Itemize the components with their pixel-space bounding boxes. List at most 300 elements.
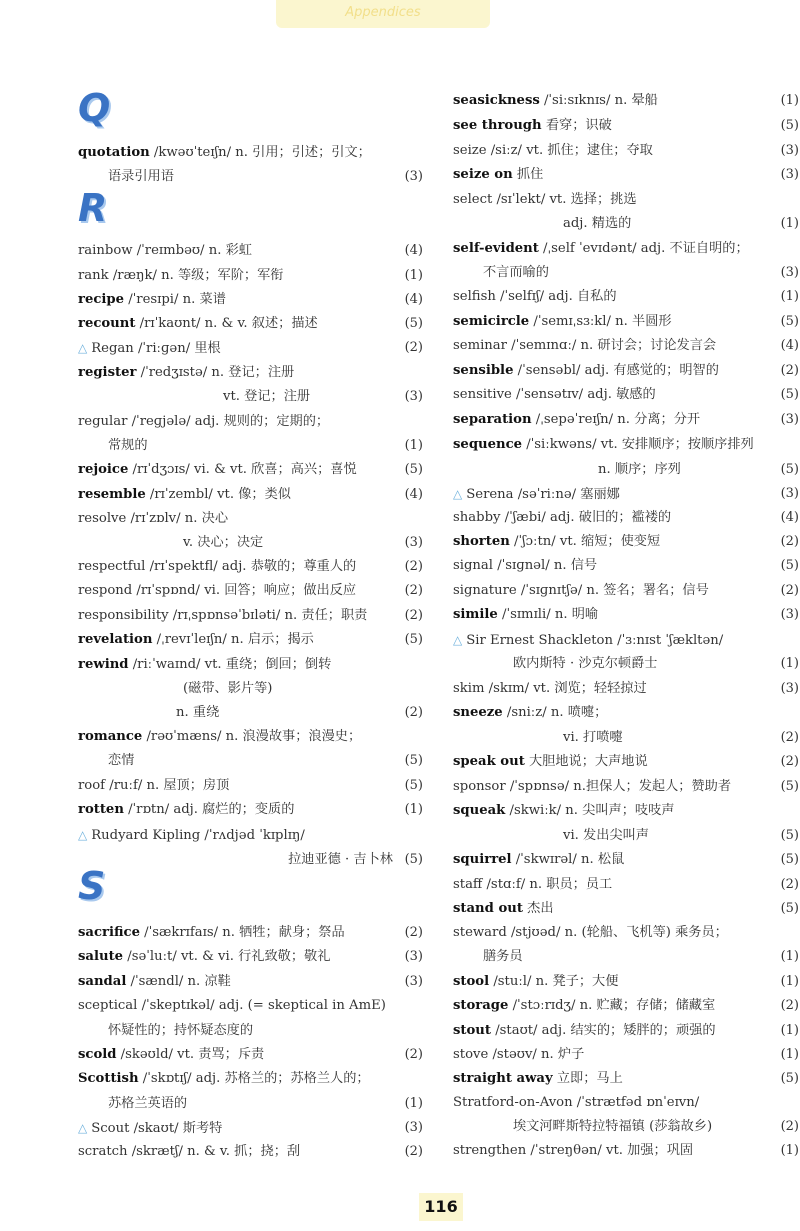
unit-number: (1): [780, 289, 799, 304]
entry-text: [108, 435, 148, 457]
entry-text: [453, 115, 612, 137]
entry-text: [453, 580, 709, 602]
page-number: [419, 1193, 463, 1221]
entry-text: [176, 702, 219, 724]
definition: /ˈsiːsɪknɪs/ n. 晕船: [539, 93, 658, 108]
left-column: [78, 0, 423, 1231]
definition: 杰出: [522, 901, 554, 916]
definition: Serena /səˈriːnə/ 塞丽娜: [466, 487, 620, 502]
headword: sacrifice: [78, 925, 140, 940]
definition: Rudyard Kipling /ˈrʌdjəd ˈkɪplɪŋ/: [91, 828, 305, 843]
entry-text: [453, 335, 716, 357]
entry-text: [288, 849, 393, 871]
unit-number: (1): [780, 949, 799, 964]
unit-number: (2): [404, 608, 423, 623]
entry-row: [78, 1141, 423, 1163]
unit-number: (2): [780, 363, 799, 378]
entry-row: [453, 1044, 799, 1066]
unit-number: (3): [404, 1120, 423, 1135]
definition: Sir Ernest Shackleton /ˈɜːnɪst ˈʃækltən/: [466, 633, 724, 648]
entry-text: [453, 849, 624, 871]
definition: /rɪˈkaʊnt/ n. & v. 叙述；描述: [135, 316, 318, 331]
unit-number: (3): [404, 949, 423, 964]
entry-row: [453, 409, 799, 431]
entry-row: [453, 1140, 799, 1162]
definition: stove /stəʊv/ n. 炉子: [453, 1047, 585, 1062]
definition: signature /ˈsɪɡnɪtʃə/ n. 签名；署名；信号: [453, 583, 709, 598]
definition: respectful /rɪˈspektfl/ adj. 恭敬的；尊重人的: [78, 559, 357, 574]
headword: sensible: [453, 363, 514, 378]
headword: straight away: [453, 1071, 553, 1086]
entry-row: [453, 874, 799, 896]
definition: shabby /ˈʃæbi/ adj. 破旧的；褴褛的: [453, 510, 672, 525]
entry-text: [78, 1141, 300, 1163]
entry-row: [453, 90, 799, 112]
entry-row: [78, 605, 423, 627]
entry-text: [78, 971, 231, 993]
entry-row: [78, 313, 423, 335]
entry-text: [108, 1093, 187, 1115]
unit-number: (5): [780, 314, 799, 329]
headword: Scottish: [78, 1071, 139, 1086]
entry-text: [513, 653, 657, 675]
unit-number: (1): [780, 1143, 799, 1158]
headword: revelation: [78, 632, 153, 647]
entry-row: [453, 115, 799, 137]
definition: /ˌsepəˈreɪʃn/ n. 分离；分开: [531, 412, 701, 427]
entry-row: [78, 824, 423, 846]
entry-row: [78, 556, 423, 578]
headword: salute: [78, 949, 124, 964]
headword: rotten: [78, 802, 124, 817]
entry-text: [563, 727, 623, 749]
unit-number: (1): [404, 1096, 423, 1111]
definition: Scout /skaʊt/ 斯考特: [91, 1121, 223, 1136]
definition: n. 顺序；序列: [598, 462, 681, 477]
unit-number: (2): [404, 925, 423, 940]
definition: /ˈskɒtɪʃ/ adj. 苏格兰的；苏格兰人的；: [138, 1071, 370, 1086]
entry-row: [78, 142, 423, 164]
definition: 苏格兰英语的: [108, 1096, 188, 1111]
definition: Regan /ˈriːɡən/ 里根: [91, 341, 221, 356]
headword: storage: [453, 998, 509, 1013]
entry-text: [453, 995, 715, 1017]
entry-row: [78, 1117, 423, 1139]
unit-number: (3): [404, 974, 423, 989]
definition: 怀疑性的；持怀疑态度的: [108, 1023, 254, 1038]
unit-number: (5): [780, 462, 799, 477]
entry-row: [453, 164, 799, 186]
section-letter-s: S: [78, 864, 106, 908]
entry-text: [78, 1044, 264, 1066]
definition: scratch /skrætʃ/ n. & v. 抓；挠；刮: [78, 1144, 301, 1159]
unit-number: (3): [404, 389, 423, 404]
entry-text: [453, 971, 618, 993]
unit-number: (2): [780, 877, 799, 892]
entry-row: [453, 189, 799, 211]
entry-row: [453, 483, 799, 505]
entry-text: [453, 507, 671, 529]
unit-number: (1): [404, 802, 423, 817]
entry-row: [453, 825, 799, 847]
entry-row: [78, 580, 423, 602]
definition: 恋情: [108, 753, 135, 768]
definition: vt. 登记；注册: [223, 389, 311, 404]
unit-number: (3): [780, 681, 799, 696]
unit-number: (1): [780, 1023, 799, 1038]
entry-row: [453, 286, 799, 308]
triangle-icon: △: [453, 487, 463, 501]
unit-number: (5): [780, 558, 799, 573]
definition: 大胆地说；大声地说: [524, 754, 648, 769]
definition: seminar /ˈsemɪnɑː/ n. 研讨会；讨论发言会: [453, 338, 717, 353]
entry-text: [453, 286, 617, 308]
unit-number: (5): [404, 753, 423, 768]
entry-text: [453, 189, 637, 211]
entry-row: [453, 678, 799, 700]
entry-text: [78, 1068, 370, 1090]
headword: sequence: [453, 437, 523, 452]
entry-text: [453, 409, 700, 431]
entry-text: [453, 360, 719, 382]
entry-row: [78, 484, 423, 506]
entry-text: [453, 140, 653, 162]
entry-row: [78, 750, 423, 772]
unit-number: (2): [780, 583, 799, 598]
unit-number: (1): [780, 93, 799, 108]
unit-number: (2): [780, 1119, 799, 1134]
unit-number: (5): [404, 316, 423, 331]
definition: selfish /ˈselfɪʃ/ adj. 自私的: [453, 289, 617, 304]
entry-text: [78, 1117, 222, 1140]
entry-text: [78, 289, 226, 311]
unit-number: (3): [404, 535, 423, 550]
definition: vi. 打喷嚏: [563, 730, 623, 745]
definition: /stuːl/ n. 凳子；大便: [489, 974, 619, 989]
entry-text: [78, 629, 314, 651]
definition: resolve /rɪˈzɒlv/ n. 决心: [78, 511, 229, 526]
unit-number: (2): [404, 583, 423, 598]
headword: stool: [453, 974, 490, 989]
definition: 膳务员: [483, 949, 523, 964]
unit-number: (5): [780, 387, 799, 402]
definition: /rəʊˈmæns/ n. 浪漫故事；浪漫史；: [142, 729, 362, 744]
definition: 看穿；识破: [541, 118, 612, 133]
entry-text: [78, 775, 229, 797]
entry-row: [453, 335, 799, 357]
definition: /ˈstɔːrɪdʒ/ n. 贮藏；存储；储藏室: [508, 998, 716, 1013]
definition: /staʊt/ adj. 结实的；矮胖的；顽强的: [491, 1023, 716, 1038]
entry-text: [78, 995, 386, 1017]
entry-text: [483, 946, 523, 968]
entry-row: [453, 580, 799, 602]
entry-row: [78, 532, 423, 554]
definition: /ˈredʒɪstə/ n. 登记；注册: [136, 365, 295, 380]
entry-text: [453, 531, 660, 553]
entry-row: [453, 238, 799, 260]
definition: /ˈskwɪrəl/ n. 松鼠: [511, 852, 625, 867]
entry-text: [78, 459, 357, 481]
entry-text: [563, 213, 631, 235]
unit-number: (2): [780, 754, 799, 769]
headword: squeak: [453, 803, 506, 818]
headword: resemble: [78, 487, 146, 502]
entry-row: [453, 800, 799, 822]
entry-text: [183, 532, 263, 554]
unit-number: (2): [404, 340, 423, 355]
entry-text: [78, 824, 305, 847]
headword: seasickness: [453, 93, 540, 108]
unit-number: (5): [780, 1071, 799, 1086]
unit-number: (2): [404, 1144, 423, 1159]
entry-text: [78, 337, 221, 360]
entry-text: [78, 556, 356, 578]
entry-text: [78, 240, 252, 262]
entry-text: [453, 922, 728, 944]
entry-row: [78, 411, 423, 433]
unit-number: (2): [780, 534, 799, 549]
headword: rewind: [78, 657, 129, 672]
unit-number: (4): [780, 338, 799, 353]
headword: sandal: [78, 974, 127, 989]
triangle-icon: △: [78, 341, 88, 355]
entry-text: [453, 1044, 584, 1066]
definition: 埃文河畔斯特拉特福镇 (莎翁故乡): [513, 1119, 713, 1134]
definition: adj. 精选的: [563, 216, 632, 231]
unit-number: (5): [404, 462, 423, 477]
definition: staff /stɑːf/ n. 职员；员工: [453, 877, 613, 892]
definition: /sniːz/ n. 喷嚏；: [502, 705, 608, 720]
headword: romance: [78, 729, 143, 744]
page-number-text: 116: [424, 1197, 458, 1216]
entry-text: [78, 946, 330, 968]
definition: /kwəʊˈteɪʃn/ n. 引用；引述；引文；: [149, 145, 371, 160]
entry-row: [453, 629, 799, 651]
entry-text: [78, 411, 329, 433]
unit-number: (4): [404, 243, 423, 258]
unit-number: (5): [780, 779, 799, 794]
unit-number: (2): [404, 705, 423, 720]
headword: recount: [78, 316, 136, 331]
entry-row: [78, 265, 423, 287]
entry-row: [78, 508, 423, 530]
entry-row: [78, 726, 423, 748]
definition: strengthen /ˈstreŋθən/ vt. 加强；巩固: [453, 1143, 694, 1158]
entry-row: [78, 1093, 423, 1115]
definition: n. 重绕: [176, 705, 220, 720]
headword: rejoice: [78, 462, 129, 477]
entry-row: [453, 507, 799, 529]
unit-number: (4): [404, 292, 423, 307]
definition: seize /siːz/ vt. 抓住；逮住；夺取: [453, 143, 653, 158]
definition: select /sɪˈlekt/ vt. 选择；挑选: [453, 192, 637, 207]
definition: v. 决心；决定: [183, 535, 264, 550]
unit-number: (5): [404, 778, 423, 793]
entry-text: [453, 555, 597, 577]
entry-text: [453, 776, 731, 798]
entry-row: [453, 604, 799, 626]
definition: steward /stjʊəd/ n. (轮船、飞机等) 乘务员；: [453, 925, 728, 940]
definition: /ˌrevɪˈleɪʃn/ n. 启示；揭示: [152, 632, 314, 647]
entry-text: [78, 922, 345, 944]
entry-text: [78, 605, 367, 627]
entry-text: [78, 508, 228, 530]
headword: quotation: [78, 145, 150, 160]
unit-number: (3): [780, 265, 799, 280]
entry-row: [78, 435, 423, 457]
entry-row: [453, 946, 799, 968]
entry-row: [453, 1020, 799, 1042]
entry-row: [453, 459, 799, 481]
definition: 不言而喻的: [483, 265, 549, 280]
definition: /ˈsændl/ n. 凉鞋: [126, 974, 231, 989]
entry-text: [453, 1092, 699, 1114]
entry-row: [78, 971, 423, 993]
entry-text: [453, 311, 672, 333]
definition: /riːˈwaɪnd/ vt. 重绕；倒回；倒转: [128, 657, 332, 672]
entry-text: [78, 654, 331, 676]
definition: /skwiːk/ n. 尖叫声；吱吱声: [505, 803, 675, 818]
definition: /ˈsiːkwəns/ vt. 安排顺序；按顺序排列: [522, 437, 754, 452]
entry-row: [453, 776, 799, 798]
definition: /ˈresɪpi/ n. 菜谱: [124, 292, 226, 307]
entry-text: [453, 164, 543, 186]
unit-number: (3): [780, 167, 799, 182]
definition: 欧内斯特 · 沙克尔顿爵士: [513, 656, 658, 671]
headword: self-evident: [453, 241, 539, 256]
entry-row: [453, 384, 799, 406]
definition: 语录引用语: [108, 169, 174, 184]
definition: respond /rɪˈspɒnd/ vi. 回答；响应；做出反应: [78, 583, 357, 598]
entry-row: [453, 311, 799, 333]
entry-row: [78, 1068, 423, 1090]
entry-text: [453, 384, 656, 406]
entry-row: [453, 434, 799, 456]
definition: skim /skɪm/ vt. 浏览；轻轻掠过: [453, 681, 647, 696]
triangle-icon: △: [453, 633, 463, 647]
headword: simile: [453, 607, 498, 622]
definition: Stratford-on-Avon /ˈstrætfəd ɒnˈeɪvn/: [453, 1095, 700, 1110]
entry-text: [453, 702, 607, 724]
entry-text: [78, 313, 318, 335]
entry-row: [78, 1044, 423, 1066]
entry-text: [78, 726, 361, 748]
entry-row: [78, 849, 423, 871]
unit-number: (5): [780, 901, 799, 916]
entry-row: [78, 629, 423, 651]
definition: sponsor /ˈspɒnsə/ n.担保人；发起人；赞助者: [453, 779, 732, 794]
entry-row: [453, 1116, 799, 1138]
entry-row: [453, 360, 799, 382]
definition: /ˈrɒtn/ adj. 腐烂的；变质的: [123, 802, 295, 817]
definition: /rɪˈzembl/ vt. 像；类似: [145, 487, 291, 502]
entry-row: [78, 799, 423, 821]
entry-row: [78, 337, 423, 359]
entry-row: [78, 922, 423, 944]
entry-text: [453, 1068, 623, 1090]
entry-text: [453, 678, 647, 700]
definition: 常规的: [108, 438, 148, 453]
headword: semicircle: [453, 314, 530, 329]
entry-row: [453, 531, 799, 553]
entry-text: [453, 90, 658, 112]
entry-text: [453, 483, 620, 506]
entry-row: [78, 702, 423, 724]
entry-row: [78, 678, 423, 700]
entry-text: [78, 799, 294, 821]
headword: sneeze: [453, 705, 503, 720]
entry-text: [183, 678, 272, 700]
entry-row: [78, 1020, 423, 1042]
definition: signal /ˈsɪɡnəl/ n. 信号: [453, 558, 598, 573]
entry-row: [453, 971, 799, 993]
entry-text: [453, 238, 749, 260]
entry-row: [78, 166, 423, 188]
entry-row: [78, 946, 423, 968]
entry-row: [453, 898, 799, 920]
entry-text: [78, 362, 294, 384]
entry-row: [453, 922, 799, 944]
entry-text: [453, 1140, 693, 1162]
entry-row: [78, 775, 423, 797]
definition: vi. 发出尖叫声: [563, 828, 649, 843]
unit-number: (1): [780, 656, 799, 671]
entry-row: [453, 1092, 799, 1114]
entry-text: [453, 604, 598, 626]
entry-text: [598, 459, 681, 481]
entry-row: [453, 213, 799, 235]
definition: /ˈʃɔːtn/ vt. 缩短；使变短: [509, 534, 661, 549]
unit-number: (4): [404, 487, 423, 502]
definition: /səˈluːt/ vt. & vi. 行礼致敬；敬礼: [123, 949, 331, 964]
unit-number: (4): [780, 510, 799, 525]
triangle-icon: △: [78, 828, 88, 842]
definition: responsibility /rɪˌspɒnsəˈbɪləti/ n. 责任；职责: [78, 608, 368, 623]
headword: stand out: [453, 901, 523, 916]
entry-row: [78, 289, 423, 311]
unit-number: (1): [404, 438, 423, 453]
right-column: [453, 0, 799, 1231]
entry-text: [453, 434, 754, 456]
unit-number: (3): [780, 486, 799, 501]
entry-text: [78, 484, 291, 506]
headword: register: [78, 365, 137, 380]
section-letter-q: Q: [78, 86, 111, 130]
definition: /ˈsensəbl/ adj. 有感觉的；明智的: [513, 363, 719, 378]
entry-row: [453, 849, 799, 871]
unit-number: (1): [780, 216, 799, 231]
entry-text: [483, 262, 549, 284]
definition: sceptical /ˈskeptɪkəl/ adj. (= skeptical in AmE): [78, 998, 386, 1013]
definition: (磁带、影片等): [183, 681, 273, 696]
definition: /ˌself ˈevɪdənt/ adj. 不证自明的；: [538, 241, 749, 256]
headword: seize on: [453, 167, 513, 182]
entry-row: [453, 727, 799, 749]
headword: see through: [453, 118, 542, 133]
headword: separation: [453, 412, 532, 427]
unit-number: (3): [780, 412, 799, 427]
entry-row: [78, 362, 423, 384]
unit-number: (2): [780, 998, 799, 1013]
entry-text: [223, 386, 310, 408]
entry-text: [453, 751, 648, 773]
entry-text: [513, 1116, 712, 1138]
section-letter-r: R: [78, 186, 108, 230]
headword: recipe: [78, 292, 124, 307]
entry-row: [453, 653, 799, 675]
unit-number: (2): [780, 730, 799, 745]
entry-row: [78, 995, 423, 1017]
